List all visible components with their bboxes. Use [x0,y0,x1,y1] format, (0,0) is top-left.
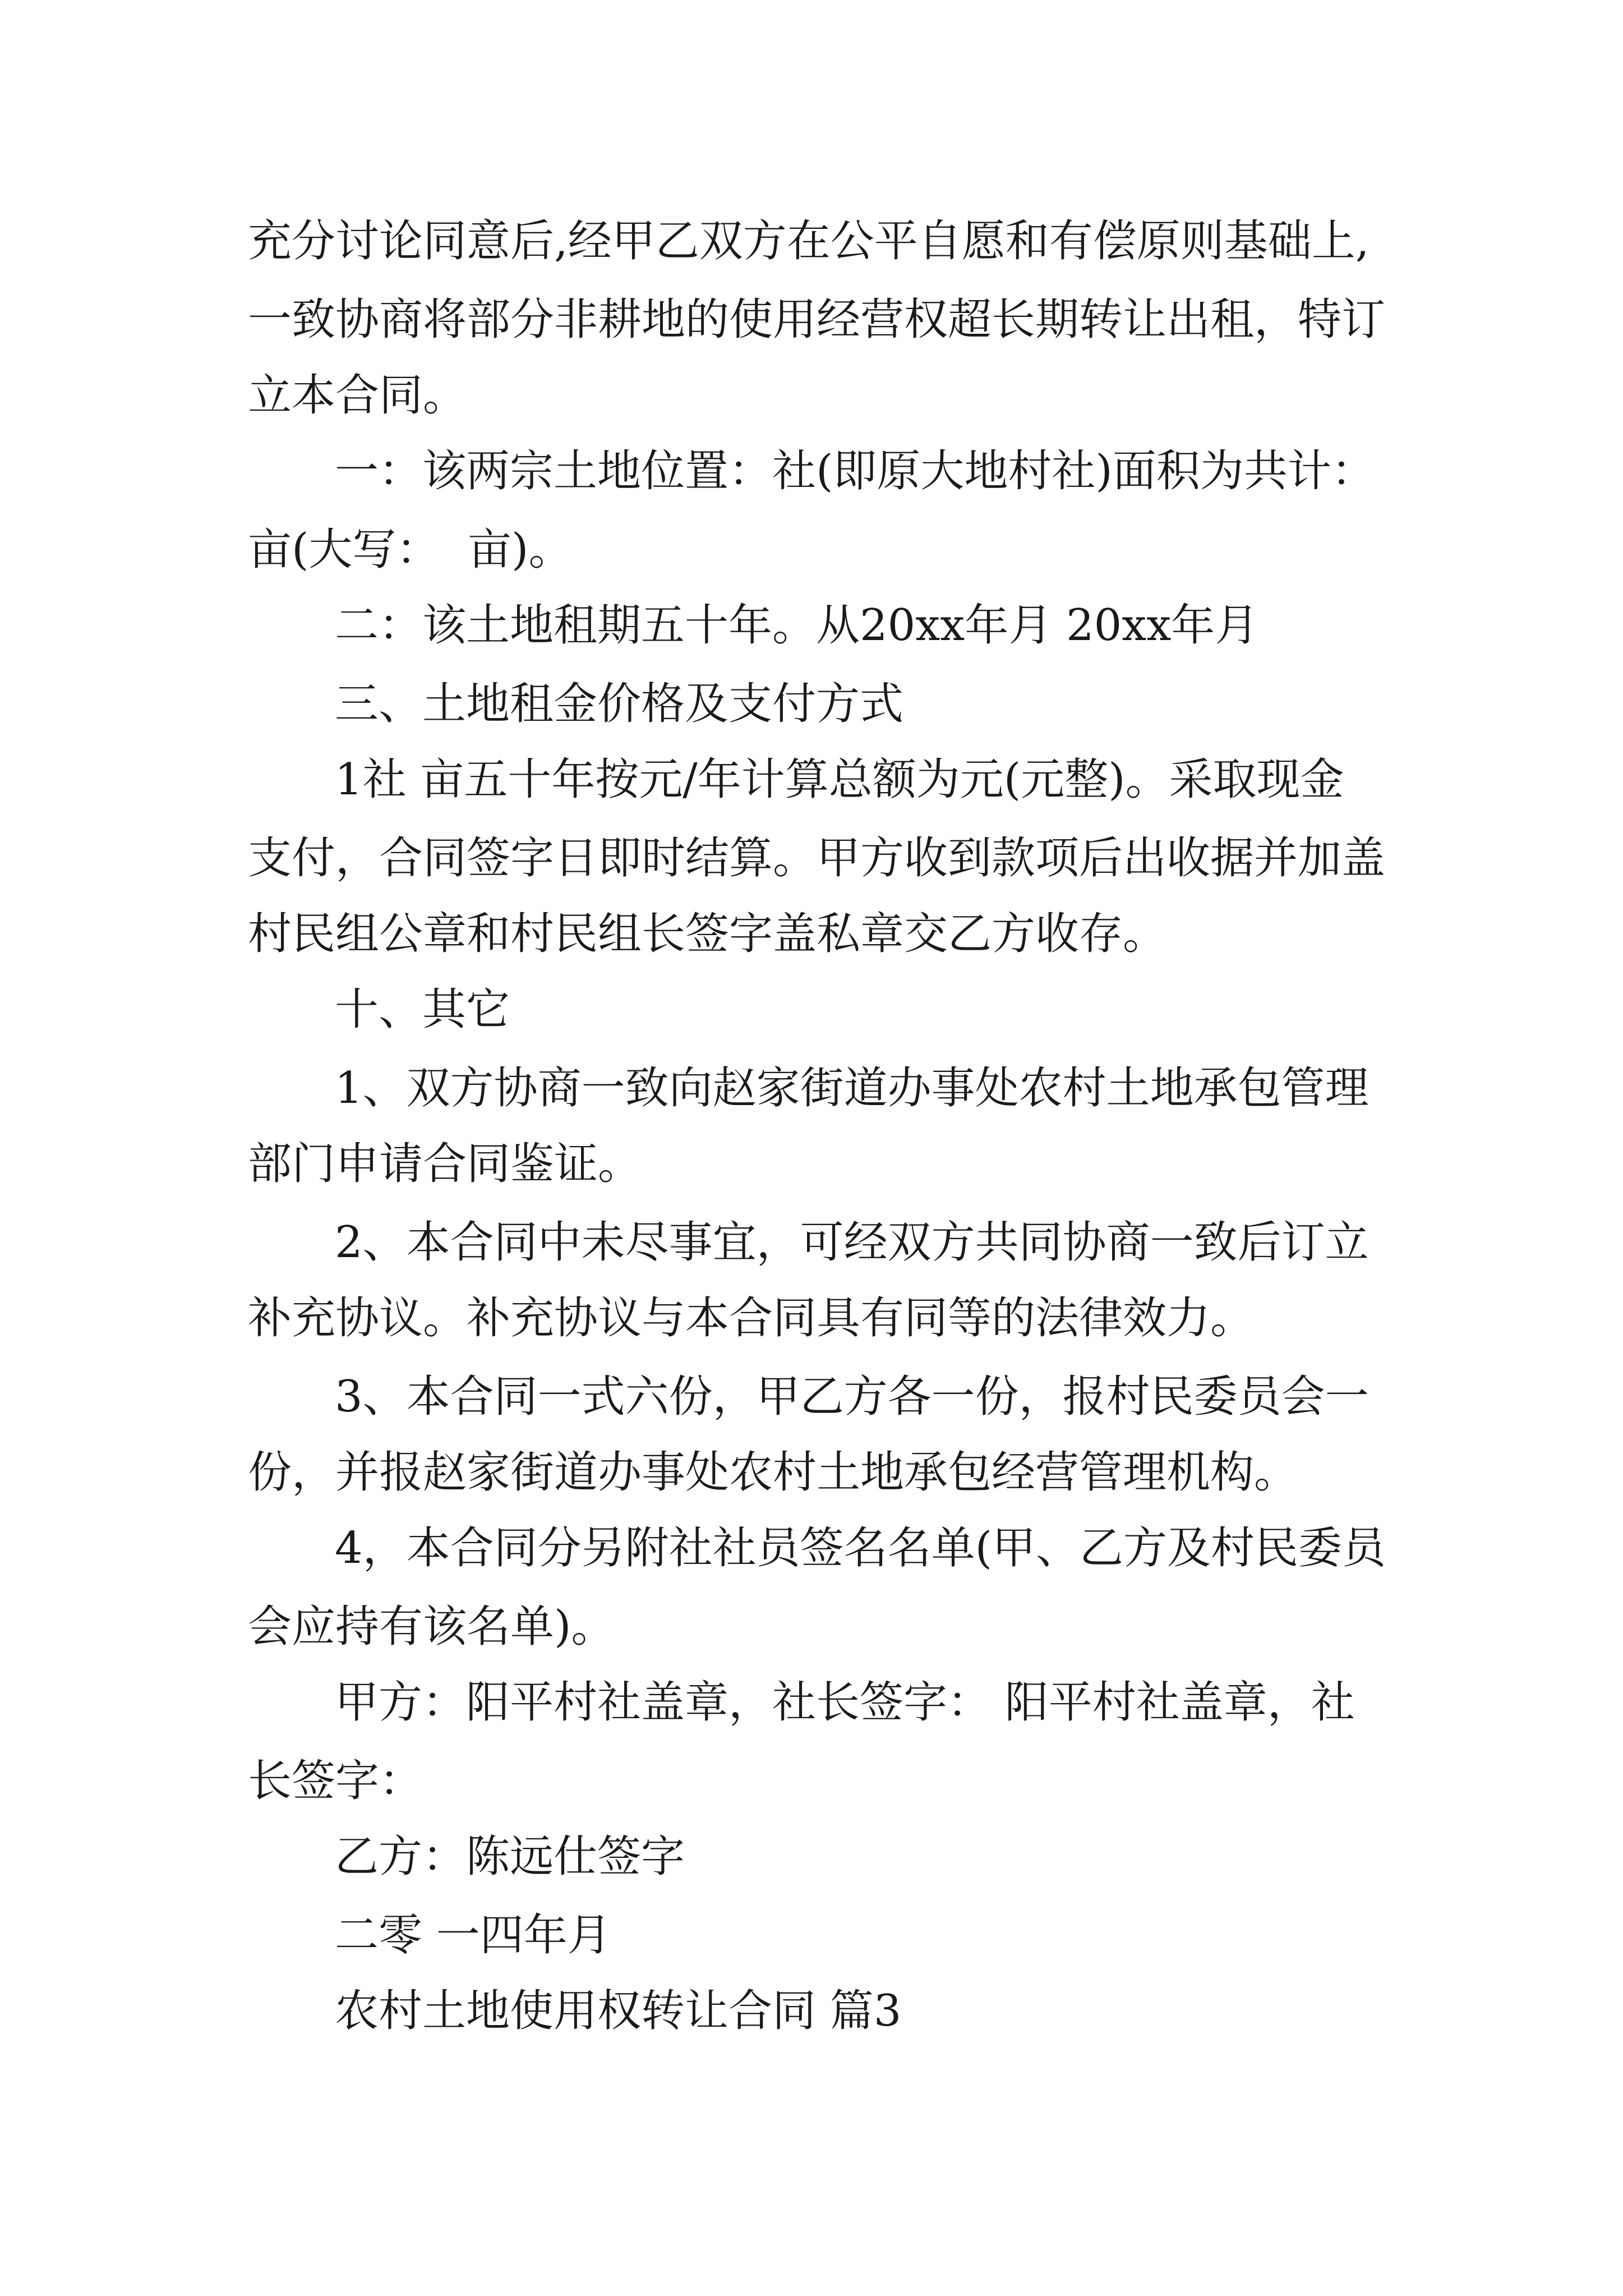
text-line: 4，本合同分另附社社员签名名单(甲、乙方及村民委员 [335,1523,1386,1573]
text-line: 立本合同。 [248,370,467,421]
text-line: 份，并报赵家街道办事处农村土地承包经营管理机构。 [248,1447,1298,1498]
text-line: 3、本合同一式六份，甲乙方各一份，报村民委员会一 [335,1372,1369,1422]
text-line: 部门申请合同鉴证。 [248,1139,642,1189]
text-line: 三、土地租金价格及支付方式 [335,679,904,729]
text-line: 亩(大写： 亩)。 [248,524,573,575]
text-line: 村民组公章和村民组长签字盖私章交乙方收存。 [248,909,1167,959]
text-line: 二零 一四年月 [335,1910,611,1961]
text-line: 支付，合同签字日即时结算。甲方收到款项后出收据并加盖 [248,833,1386,884]
text-line: 二：该土地租期五十年。从20xx年月 20xx年月 [335,600,1259,651]
text-line: 长签字： [248,1756,423,1806]
text-line: 十、其它 [335,984,510,1035]
text-line: 甲方：阳平村社盖章，社长签字： 阳平村社盖章，社 [335,1677,1355,1728]
text-line: 会应持有该名单)。 [248,1602,615,1652]
text-line: 充分讨论同意后,经甲乙双方在公平自愿和有偿原则基础上, [248,216,1370,266]
text-line: 补充协议。补充协议与本合同具有同等的法律效力。 [248,1293,1255,1343]
text-line: 农村土地使用权转让合同 篇3 [335,1986,902,2036]
text-line: 一致协商将部分非耕地的使用经营权超长期转让出租，特订 [248,295,1386,345]
text-line: 1、双方协商一致向赵家街道办事处农村土地承包管理 [335,1063,1369,1114]
text-line: 乙方：陈远仕签字 [335,1832,685,1882]
text-line: 2、本合同中未尽事宜，可经双方共同协商一致后订立 [335,1217,1369,1268]
text-line: 1社 亩五十年按元/年计算总额为元(元整)。采取现金 [335,754,1344,805]
text-line: 一：该两宗土地位置：社(即原大地村社)面积为共计： [335,446,1375,496]
